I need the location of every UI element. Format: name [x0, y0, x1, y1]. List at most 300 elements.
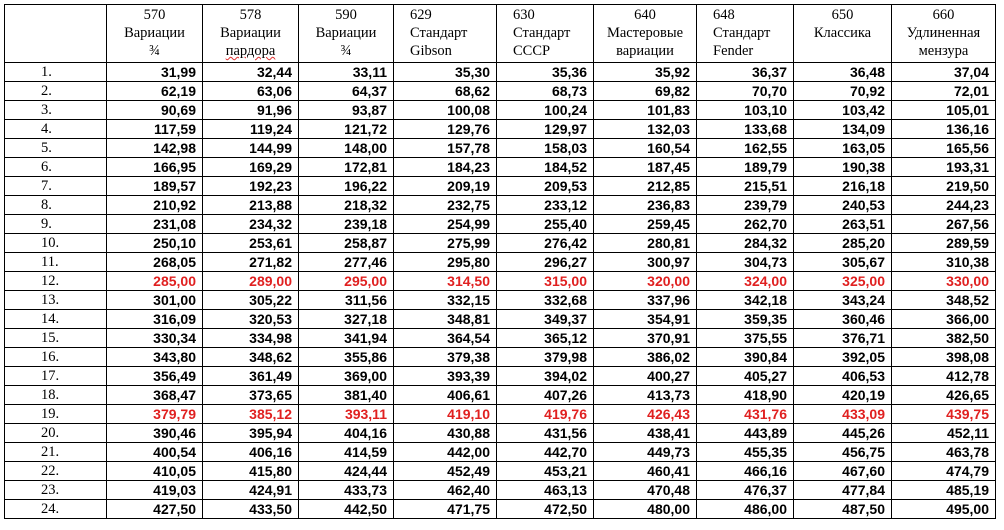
- fret-distance-cell: 404,16: [299, 424, 394, 443]
- fret-distance-cell: 466,16: [697, 462, 794, 481]
- fret-distance-cell: 415,80: [203, 462, 299, 481]
- fret-number: 15.: [5, 329, 107, 348]
- fret-distance-cell: 427,50: [107, 500, 203, 519]
- table-row: [5, 310, 996, 329]
- fret-distance-cell: 419,03: [107, 481, 203, 500]
- fret-distance-cell: 275,99: [394, 234, 497, 253]
- table-row: [5, 101, 996, 120]
- fret-distance-cell: 426,65: [892, 386, 996, 405]
- fret-number: 9.: [5, 215, 107, 234]
- fret-number: 7.: [5, 177, 107, 196]
- fret-distance-cell: 69,82: [594, 82, 697, 101]
- table-row-highlighted: [5, 272, 996, 291]
- fret-distance-cell: 162,55: [697, 139, 794, 158]
- header-scale-length: 630: [513, 7, 535, 23]
- fret-distance-cell: 361,49: [203, 367, 299, 386]
- fret-distance-cell: 330,34: [107, 329, 203, 348]
- table-row: [5, 234, 996, 253]
- fret-distance-cell: 255,40: [497, 215, 594, 234]
- fret-distance-cell: 157,78: [394, 139, 497, 158]
- fret-distance-cell: 433,50: [203, 500, 299, 519]
- header-cell-scale-570: [107, 5, 203, 63]
- fret-distance-cell: 438,41: [594, 424, 697, 443]
- fret-distance-cell: 486,00: [697, 500, 794, 519]
- table-row: [5, 177, 996, 196]
- header-cell-scale-630: [497, 5, 594, 63]
- fret-distance-cell: 487,50: [794, 500, 892, 519]
- fret-distance-cell: 343,24: [794, 291, 892, 310]
- header-cell-scale-578: [203, 5, 299, 63]
- fret-distance-cell: 360,46: [794, 310, 892, 329]
- table-body: [5, 63, 996, 519]
- fret-distance-cell: 356,49: [107, 367, 203, 386]
- fret-distance-cell: 320,00: [594, 272, 697, 291]
- fret-number: 3.: [5, 101, 107, 120]
- fret-number: 24.: [5, 500, 107, 519]
- fret-distance-cell: 379,79: [107, 405, 203, 424]
- fret-distance-cell: 330,00: [892, 272, 996, 291]
- fret-distance-cell: 169,29: [203, 158, 299, 177]
- fret-distance-cell: 393,11: [299, 405, 394, 424]
- header-title: Стандарт: [513, 25, 571, 41]
- header-corner-cell: [5, 5, 107, 63]
- fret-distance-cell: 382,50: [892, 329, 996, 348]
- fret-distance-cell: 355,86: [299, 348, 394, 367]
- fret-distance-cell: 390,46: [107, 424, 203, 443]
- header-subtitle: вариации: [616, 43, 674, 59]
- fret-number: 11.: [5, 253, 107, 272]
- header-subtitle: Gibson: [410, 43, 452, 59]
- fret-distance-cell: 359,35: [697, 310, 794, 329]
- fret-distance-cell: 341,94: [299, 329, 394, 348]
- fret-distance-cell: 254,99: [394, 215, 497, 234]
- fret-distance-cell: 442,50: [299, 500, 394, 519]
- fret-distance-cell: 267,56: [892, 215, 996, 234]
- fret-distance-cell: 36,48: [794, 63, 892, 82]
- fret-distance-cell: 105,01: [892, 101, 996, 120]
- fret-distance-cell: 70,70: [697, 82, 794, 101]
- header-scale-length: 629: [410, 7, 432, 23]
- table-row: [5, 481, 996, 500]
- fret-distance-cell: 163,05: [794, 139, 892, 158]
- header-title: Удлиненная: [906, 25, 981, 41]
- fret-distance-cell: 212,85: [594, 177, 697, 196]
- fret-distance-table: [4, 4, 996, 519]
- fret-distance-cell: 136,16: [892, 120, 996, 139]
- fret-distance-cell: 365,12: [497, 329, 594, 348]
- header-cell-scale-648: [697, 5, 794, 63]
- fret-distance-cell: 213,88: [203, 196, 299, 215]
- header-title: Вариации: [124, 25, 185, 41]
- fret-distance-cell: 187,45: [594, 158, 697, 177]
- fret-number: 19.: [5, 405, 107, 424]
- fret-distance-cell: 342,18: [697, 291, 794, 310]
- fret-distance-cell: 394,02: [497, 367, 594, 386]
- header-cell-scale-629: [394, 5, 497, 63]
- table-row: [5, 196, 996, 215]
- fret-number: 23.: [5, 481, 107, 500]
- fret-distance-cell: 234,32: [203, 215, 299, 234]
- fret-distance-cell: 165,56: [892, 139, 996, 158]
- fret-distance-cell: 424,44: [299, 462, 394, 481]
- header-subtitle: ¾: [149, 43, 160, 59]
- table-row: [5, 367, 996, 386]
- fret-number: 4.: [5, 120, 107, 139]
- header-subtitle: Fender: [713, 43, 754, 59]
- fret-distance-cell: 315,00: [497, 272, 594, 291]
- header-title: Мастеровые: [606, 25, 684, 41]
- fret-distance-cell: 400,27: [594, 367, 697, 386]
- fret-distance-cell: 460,41: [594, 462, 697, 481]
- fret-distance-cell: 406,16: [203, 443, 299, 462]
- fret-distance-cell: 334,98: [203, 329, 299, 348]
- fret-distance-cell: 119,24: [203, 120, 299, 139]
- header-scale-length: 640: [634, 7, 656, 23]
- header-cell-scale-650: [794, 5, 892, 63]
- fret-distance-cell: 413,73: [594, 386, 697, 405]
- fret-distance-cell: 258,87: [299, 234, 394, 253]
- fret-distance-cell: 439,75: [892, 405, 996, 424]
- fret-number: 21.: [5, 443, 107, 462]
- fret-distance-cell: 68,73: [497, 82, 594, 101]
- fret-distance-cell: 431,56: [497, 424, 594, 443]
- fret-distance-cell: 35,92: [594, 63, 697, 82]
- fret-distance-cell: 70,92: [794, 82, 892, 101]
- fret-distance-cell: 407,26: [497, 386, 594, 405]
- fret-distance-cell: 320,53: [203, 310, 299, 329]
- fret-distance-cell: 442,70: [497, 443, 594, 462]
- fret-number: 5.: [5, 139, 107, 158]
- fret-distance-cell: 495,00: [892, 500, 996, 519]
- fret-distance-cell: 209,19: [394, 177, 497, 196]
- fret-distance-cell: 218,32: [299, 196, 394, 215]
- fret-distance-cell: 395,94: [203, 424, 299, 443]
- fret-distance-cell: 370,91: [594, 329, 697, 348]
- fret-distance-cell: 419,10: [394, 405, 497, 424]
- fret-distance-cell: 90,69: [107, 101, 203, 120]
- fret-distance-cell: 184,23: [394, 158, 497, 177]
- fret-number: 22.: [5, 462, 107, 481]
- fret-distance-cell: 420,19: [794, 386, 892, 405]
- fret-distance-cell: 379,38: [394, 348, 497, 367]
- fret-distance-cell: 474,79: [892, 462, 996, 481]
- table-row: [5, 443, 996, 462]
- fret-distance-cell: 103,10: [697, 101, 794, 120]
- fret-distance-cell: 33,11: [299, 63, 394, 82]
- fret-distance-cell: 37,04: [892, 63, 996, 82]
- fret-distance-cell: 190,38: [794, 158, 892, 177]
- table-row: [5, 386, 996, 405]
- fret-number: 18.: [5, 386, 107, 405]
- fret-distance-cell: 381,40: [299, 386, 394, 405]
- fret-distance-cell: 304,73: [697, 253, 794, 272]
- header-scale-length: 650: [831, 7, 854, 23]
- fret-number: 16.: [5, 348, 107, 367]
- fret-distance-cell: 68,62: [394, 82, 497, 101]
- fret-distance-cell: 375,55: [697, 329, 794, 348]
- fret-distance-cell: 443,89: [697, 424, 794, 443]
- fret-distance-cell: 433,09: [794, 405, 892, 424]
- fret-number: 17.: [5, 367, 107, 386]
- fret-distance-cell: 462,40: [394, 481, 497, 500]
- fret-distance-cell: 232,75: [394, 196, 497, 215]
- fret-distance-cell: 419,76: [497, 405, 594, 424]
- fret-number: 12.: [5, 272, 107, 291]
- table-row: [5, 158, 996, 177]
- fret-distance-cell: 418,90: [697, 386, 794, 405]
- fret-distance-cell: 196,22: [299, 177, 394, 196]
- table-row: [5, 120, 996, 139]
- fret-distance-cell: 285,20: [794, 234, 892, 253]
- fret-distance-cell: 289,00: [203, 272, 299, 291]
- fret-distance-cell: 406,53: [794, 367, 892, 386]
- fret-distance-cell: 64,37: [299, 82, 394, 101]
- fret-distance-cell: 209,53: [497, 177, 594, 196]
- header-subtitle: мензура: [918, 43, 969, 59]
- fret-distance-cell: 277,46: [299, 253, 394, 272]
- fret-distance-cell: 117,59: [107, 120, 203, 139]
- fret-distance-cell: 348,81: [394, 310, 497, 329]
- fret-distance-cell: 471,75: [394, 500, 497, 519]
- fret-distance-cell: 386,02: [594, 348, 697, 367]
- fret-distance-cell: 158,03: [497, 139, 594, 158]
- fret-distance-cell: 376,71: [794, 329, 892, 348]
- fret-distance-cell: 455,35: [697, 443, 794, 462]
- header-title: Стандарт: [410, 25, 468, 41]
- fret-distance-cell: 426,43: [594, 405, 697, 424]
- table-row: [5, 139, 996, 158]
- fret-table-container: [4, 4, 996, 519]
- fret-distance-cell: 410,05: [107, 462, 203, 481]
- fret-distance-cell: 134,09: [794, 120, 892, 139]
- header-subtitle: СССР: [513, 43, 551, 59]
- table-row: [5, 291, 996, 310]
- fret-distance-cell: 343,80: [107, 348, 203, 367]
- fret-distance-cell: 253,61: [203, 234, 299, 253]
- header-title: Классика: [813, 25, 872, 41]
- fret-distance-cell: 472,50: [497, 500, 594, 519]
- fret-distance-cell: 424,91: [203, 481, 299, 500]
- header-subtitle: пардора: [225, 43, 276, 59]
- fret-distance-cell: 31,99: [107, 63, 203, 82]
- fret-distance-cell: 390,84: [697, 348, 794, 367]
- fret-distance-cell: 400,54: [107, 443, 203, 462]
- fret-distance-cell: 480,00: [594, 500, 697, 519]
- fret-distance-cell: 354,91: [594, 310, 697, 329]
- fret-distance-cell: 398,08: [892, 348, 996, 367]
- fret-distance-cell: 305,22: [203, 291, 299, 310]
- fret-distance-cell: 189,79: [697, 158, 794, 177]
- fret-distance-cell: 250,10: [107, 234, 203, 253]
- table-row: [5, 462, 996, 481]
- fret-distance-cell: 262,70: [697, 215, 794, 234]
- header-scale-length: 578: [239, 7, 262, 23]
- fret-distance-cell: 144,99: [203, 139, 299, 158]
- fret-distance-cell: 405,27: [697, 367, 794, 386]
- fret-distance-cell: 63,06: [203, 82, 299, 101]
- fret-distance-cell: 259,45: [594, 215, 697, 234]
- fret-distance-cell: 463,13: [497, 481, 594, 500]
- fret-distance-cell: 93,87: [299, 101, 394, 120]
- fret-distance-cell: 35,30: [394, 63, 497, 82]
- fret-distance-cell: 433,73: [299, 481, 394, 500]
- fret-distance-cell: 348,52: [892, 291, 996, 310]
- fret-distance-cell: 325,00: [794, 272, 892, 291]
- fret-distance-cell: 101,83: [594, 101, 697, 120]
- header-title: Вариации: [220, 25, 281, 41]
- fret-distance-cell: 316,09: [107, 310, 203, 329]
- table-row: [5, 82, 996, 101]
- fret-distance-cell: 430,88: [394, 424, 497, 443]
- fret-distance-cell: 310,38: [892, 253, 996, 272]
- fret-distance-cell: 412,78: [892, 367, 996, 386]
- fret-distance-cell: 369,00: [299, 367, 394, 386]
- fret-distance-cell: 36,37: [697, 63, 794, 82]
- fret-distance-cell: 476,37: [697, 481, 794, 500]
- header-scale-length: 590: [335, 7, 357, 23]
- fret-distance-cell: 121,72: [299, 120, 394, 139]
- header-title: Стандарт: [713, 25, 771, 41]
- fret-distance-cell: 324,00: [697, 272, 794, 291]
- fret-distance-cell: 193,31: [892, 158, 996, 177]
- fret-distance-cell: 160,54: [594, 139, 697, 158]
- fret-distance-cell: 72,01: [892, 82, 996, 101]
- fret-number: 8.: [5, 196, 107, 215]
- fret-distance-cell: 431,76: [697, 405, 794, 424]
- fret-distance-cell: 485,19: [892, 481, 996, 500]
- fret-distance-cell: 100,08: [394, 101, 497, 120]
- fret-distance-cell: 268,05: [107, 253, 203, 272]
- fret-distance-cell: 332,15: [394, 291, 497, 310]
- header-cell-scale-640: [594, 5, 697, 63]
- fret-distance-cell: 133,68: [697, 120, 794, 139]
- fret-distance-cell: 453,21: [497, 462, 594, 481]
- fret-distance-cell: 295,00: [299, 272, 394, 291]
- fret-distance-cell: 280,81: [594, 234, 697, 253]
- fret-number: 10.: [5, 234, 107, 253]
- fret-distance-cell: 349,37: [497, 310, 594, 329]
- fret-distance-cell: 285,00: [107, 272, 203, 291]
- fret-distance-cell: 337,96: [594, 291, 697, 310]
- fret-distance-cell: 244,23: [892, 196, 996, 215]
- fret-distance-cell: 463,78: [892, 443, 996, 462]
- fret-distance-cell: 284,32: [697, 234, 794, 253]
- fret-distance-cell: 366,00: [892, 310, 996, 329]
- fret-distance-cell: 296,27: [497, 253, 594, 272]
- header-subtitle: ¾: [340, 43, 352, 59]
- fret-distance-cell: 470,48: [594, 481, 697, 500]
- table-row: [5, 329, 996, 348]
- fret-distance-cell: 393,39: [394, 367, 497, 386]
- fret-number: 1.: [5, 63, 107, 82]
- fret-distance-cell: 100,24: [497, 101, 594, 120]
- fret-distance-cell: 129,97: [497, 120, 594, 139]
- fret-distance-cell: 452,11: [892, 424, 996, 443]
- fret-distance-cell: 456,75: [794, 443, 892, 462]
- fret-distance-cell: 477,84: [794, 481, 892, 500]
- table-row-highlighted: [5, 405, 996, 424]
- fret-distance-cell: 392,05: [794, 348, 892, 367]
- fret-distance-cell: 184,52: [497, 158, 594, 177]
- table-row: [5, 348, 996, 367]
- table-row: [5, 63, 996, 82]
- fret-distance-cell: 219,50: [892, 177, 996, 196]
- header-scale-length: 660: [932, 7, 955, 23]
- fret-distance-cell: 467,60: [794, 462, 892, 481]
- fret-distance-cell: 240,53: [794, 196, 892, 215]
- fret-distance-cell: 276,42: [497, 234, 594, 253]
- fret-distance-cell: 166,95: [107, 158, 203, 177]
- fret-distance-cell: 148,00: [299, 139, 394, 158]
- fret-distance-cell: 452,49: [394, 462, 497, 481]
- fret-distance-cell: 379,98: [497, 348, 594, 367]
- fret-number: 14.: [5, 310, 107, 329]
- fret-distance-cell: 311,56: [299, 291, 394, 310]
- fret-distance-cell: 442,00: [394, 443, 497, 462]
- table-row: [5, 253, 996, 272]
- fret-distance-cell: 348,62: [203, 348, 299, 367]
- fret-distance-cell: 332,68: [497, 291, 594, 310]
- header-cell-scale-590: [299, 5, 394, 63]
- fret-distance-cell: 216,18: [794, 177, 892, 196]
- fret-number: 2.: [5, 82, 107, 101]
- fret-distance-cell: 301,00: [107, 291, 203, 310]
- header-cell-scale-660: [892, 5, 996, 63]
- fret-distance-cell: 132,03: [594, 120, 697, 139]
- fret-distance-cell: 271,82: [203, 253, 299, 272]
- header-scale-length: 570: [143, 7, 166, 23]
- fret-distance-cell: 373,65: [203, 386, 299, 405]
- header-scale-length: 648: [713, 7, 735, 23]
- fret-distance-cell: 236,83: [594, 196, 697, 215]
- fret-distance-cell: 445,26: [794, 424, 892, 443]
- fret-distance-cell: 314,50: [394, 272, 497, 291]
- table-row: [5, 500, 996, 519]
- table-row: [5, 424, 996, 443]
- fret-distance-cell: 263,51: [794, 215, 892, 234]
- fret-number: 6.: [5, 158, 107, 177]
- fret-distance-cell: 142,98: [107, 139, 203, 158]
- fret-distance-cell: 91,96: [203, 101, 299, 120]
- fret-distance-cell: 210,92: [107, 196, 203, 215]
- fret-distance-cell: 103,42: [794, 101, 892, 120]
- fret-distance-cell: 239,79: [697, 196, 794, 215]
- fret-distance-cell: 295,80: [394, 253, 497, 272]
- fret-distance-cell: 364,54: [394, 329, 497, 348]
- fret-distance-cell: 327,18: [299, 310, 394, 329]
- fret-number: 20.: [5, 424, 107, 443]
- fret-distance-cell: 414,59: [299, 443, 394, 462]
- fret-distance-cell: 368,47: [107, 386, 203, 405]
- fret-distance-cell: 35,36: [497, 63, 594, 82]
- fret-distance-cell: 129,76: [394, 120, 497, 139]
- header-row: [5, 5, 996, 63]
- fret-distance-cell: 385,12: [203, 405, 299, 424]
- header-title: Вариации: [315, 25, 377, 41]
- fret-distance-cell: 233,12: [497, 196, 594, 215]
- fret-distance-cell: 449,73: [594, 443, 697, 462]
- fret-distance-cell: 406,61: [394, 386, 497, 405]
- fret-distance-cell: 305,67: [794, 253, 892, 272]
- fret-distance-cell: 300,97: [594, 253, 697, 272]
- fret-distance-cell: 172,81: [299, 158, 394, 177]
- fret-distance-cell: 289,59: [892, 234, 996, 253]
- fret-distance-cell: 231,08: [107, 215, 203, 234]
- fret-distance-cell: 189,57: [107, 177, 203, 196]
- fret-distance-cell: 192,23: [203, 177, 299, 196]
- fret-number: 13.: [5, 291, 107, 310]
- fret-distance-cell: 62,19: [107, 82, 203, 101]
